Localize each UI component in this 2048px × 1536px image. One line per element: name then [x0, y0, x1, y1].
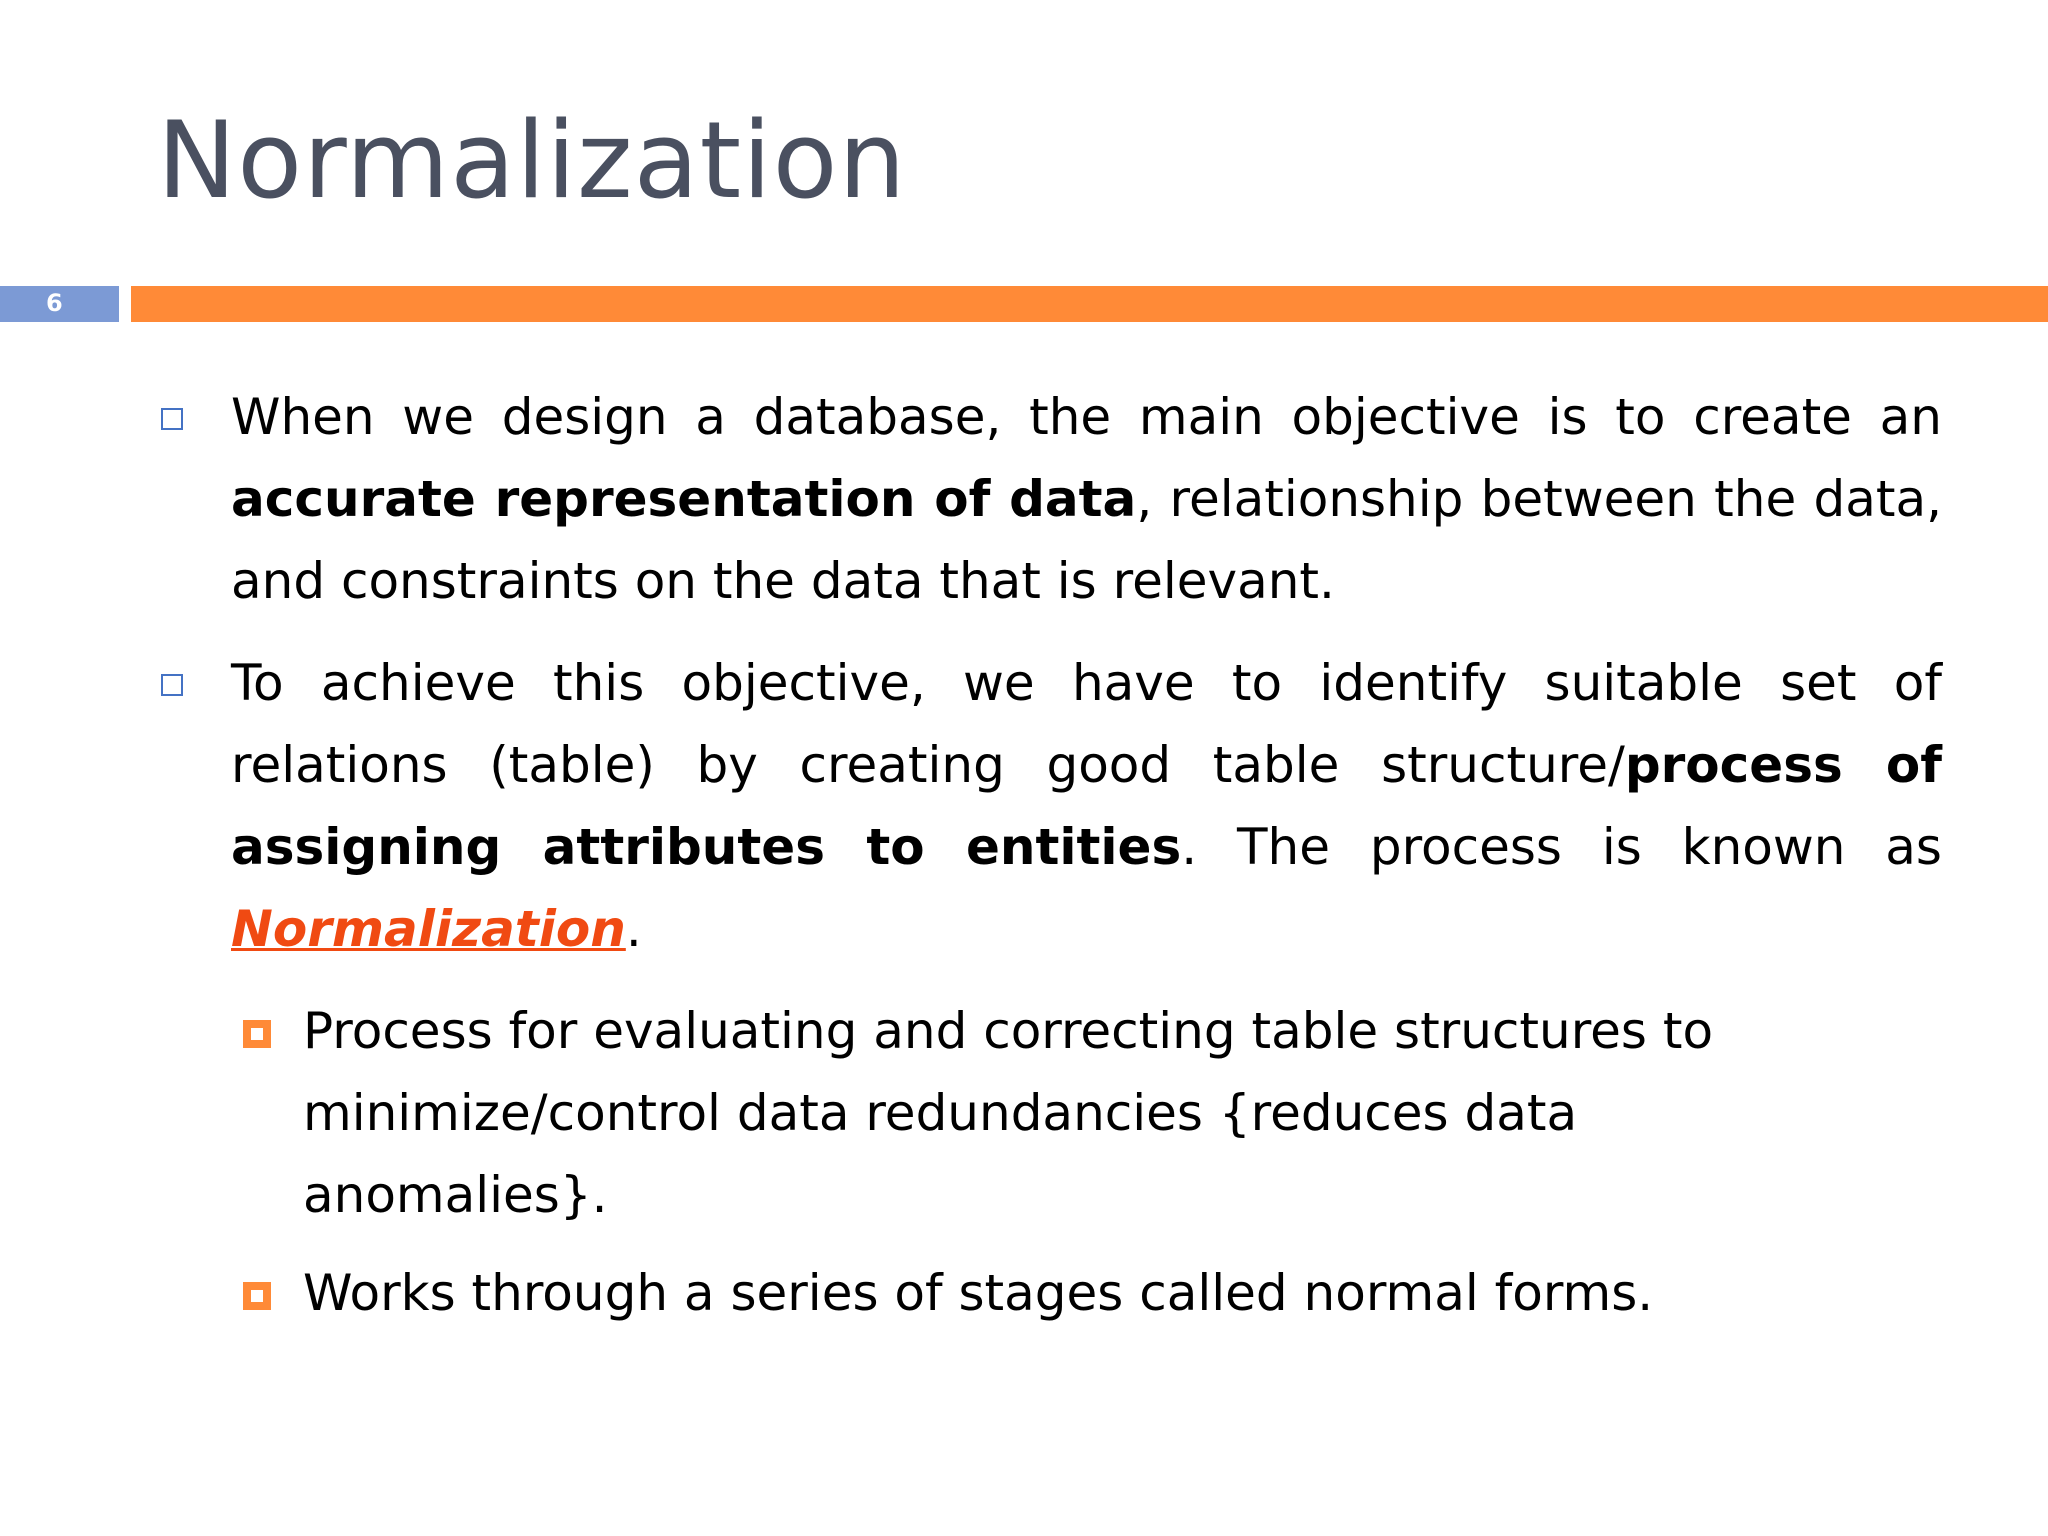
bullet-2-text-2: . The process is known as	[1181, 818, 1942, 876]
bullet-2-bold: process of assigning attributes to entities	[231, 736, 1942, 876]
normalization-keyword: Normalization	[231, 900, 626, 958]
slide-content	[157, 376, 1942, 1350]
slide-number: 6	[46, 289, 63, 317]
sub-bullet-2	[231, 1252, 1823, 1334]
sub-bullet-1	[231, 990, 1823, 1236]
slide-title: Normalization	[157, 99, 907, 222]
bullet-1-text-2: , relationship between the data, and constraints on the data that is relevant.	[231, 470, 1942, 610]
bullet-1	[157, 376, 1942, 622]
hollow-square-icon	[161, 674, 183, 696]
sub-bullet-2-text: Works through a series of stages called normal forms.	[303, 1264, 1654, 1322]
sub-bullet-1-text: Process for evaluating and correcting table structures to minimize/control data redundancies {reduces data anomalies}.	[303, 1002, 1714, 1224]
bullet-1-bold: accurate representation of data	[231, 470, 1137, 528]
bullet-2-text-3: .	[625, 900, 642, 958]
framed-square-icon	[243, 1282, 271, 1310]
bullet-1-text-1: When we design a database, the main objective is to create an	[231, 388, 1942, 446]
framed-square-icon	[243, 1020, 271, 1048]
hollow-square-icon	[161, 408, 183, 430]
accent-bar	[131, 286, 2048, 322]
bullet-2-text-1: To achieve this objective, we have to identify suitable set of relations (table) by creating good table structure/	[231, 654, 1942, 794]
bullet-2	[157, 642, 1942, 970]
